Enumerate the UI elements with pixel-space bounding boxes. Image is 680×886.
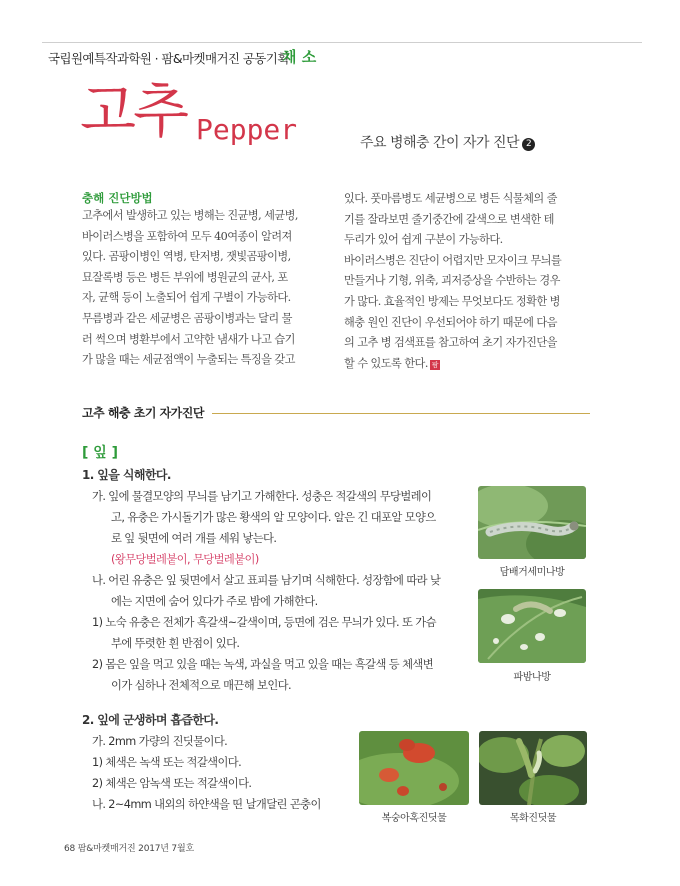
intro-line: 러 썩으며 병환부에서 고약한 냄새가 나고 습기 [82, 332, 295, 346]
series-number-badge: 2 [522, 138, 535, 151]
photo-caption: 파밤나방 [513, 672, 551, 683]
title-english: Pepper [196, 113, 298, 146]
photo-beet-armyworm [478, 589, 586, 663]
end-mark: 팜 [431, 360, 438, 369]
header-rule [42, 42, 642, 43]
item1-sub1-line: 부에 뚜렷한 흰 반점이 있다. [111, 637, 240, 650]
photo-caption: 담배거세미나방 [499, 567, 565, 578]
photo-green-peach-aphid [359, 731, 469, 805]
intro-line: 무름병과 같은 세균병은 곰팡이병과는 달리 물 [82, 311, 292, 325]
diagnosis-rule [212, 413, 590, 414]
series-title [360, 132, 535, 152]
intro-line: 바이러스병을 포함하여 모두 40여종이 알려져 [82, 229, 292, 243]
intro-line: 기를 잘라보면 줄기중간에 갈색으로 변색한 테 [344, 212, 554, 226]
page-number: 68 [64, 844, 76, 854]
item2-title: 2. 잎에 군생하며 흡즙한다. [82, 713, 219, 727]
item1-na-line: 나. 어린 유충은 잎 뒷면에서 살고 표피를 남기며 식해한다. 성장함에 따라 낮 [92, 574, 441, 587]
intro-line: 있다. 풋마름병도 세균병으로 병든 식물체의 줄 [344, 192, 557, 205]
item2-line: 가. 2mm 가량의 진딧물이다. [92, 735, 228, 748]
title-korean: 고추 [80, 77, 187, 145]
item2-line: 1) 체색은 녹색 또는 적갈색이다. [92, 756, 242, 769]
intro-line: 의 고추 병 검색표를 참고하여 초기 자가진단을 [344, 336, 557, 350]
item1-na-line: 에는 지면에 숨어 있다가 주로 밤에 가해한다. [111, 595, 318, 608]
item1-sub2-line: 이가 심하나 전체적으로 매끈해 보인다. [111, 679, 291, 692]
photo-cotton-aphid [479, 731, 587, 805]
item1-ga-line: 로 잎 뒷면에 여러 개를 세워 낳는다. [111, 532, 277, 545]
header-subtitle: 국립원예특작과학원 · 팜&마켓매거진 공동기획 [48, 51, 289, 66]
footer [64, 841, 194, 854]
intro-column-2 [344, 189, 589, 374]
intro-line: 있다. 곰팡이병인 역병, 탄저병, 잿빛곰팡이병, [82, 250, 291, 264]
series-title-text: 주요 병해충 간이 자가 진단 [360, 135, 520, 151]
header-category: 채 소 [282, 48, 317, 66]
leaf-section-heading: [ 잎 ] [82, 445, 119, 461]
intro-line: 만들거나 기형, 위축, 괴저증상을 수반하는 경우 [344, 274, 560, 288]
intro-line: 자, 균핵 등이 노출되어 쉽게 구별이 가능하다. [82, 291, 291, 305]
item1-sub1-line: 1) 노숙 유충은 전체가 흑갈색~갈색이며, 등면에 검은 무늬가 있다. 또 가슴 [92, 616, 436, 629]
intro-line: 가 많을 때는 세균점액이 누출되는 특징을 갖고 [82, 353, 295, 367]
intro-last-line [344, 354, 589, 375]
caterpillar-illustration [478, 486, 586, 559]
item1-title: 1. 잎을 식해한다. [82, 468, 171, 482]
item2-line: 나. 2~4mm 내외의 하얀색을 띤 날개달린 곤충이 [92, 798, 321, 811]
intro-line: 고추에서 발생하고 있는 병해는 진균병, 세균병, [82, 209, 298, 222]
intro-line: 해충 원인 진단이 우선되어야 하기 때문에 다음 [344, 315, 557, 329]
intro-line: 가 많다. 효율적인 방제는 무엇보다도 정확한 병 [344, 294, 560, 308]
pepper-plant-illustration [479, 731, 587, 805]
intro-line: 바이러스병은 진단이 어렵지만 모자이크 무늬를 [344, 253, 562, 267]
intro-heading: 충해 진단방법 [82, 191, 153, 205]
intro-line: 두리가 있어 쉽게 구분이 가능하다. [344, 233, 503, 247]
item1-ga-note: (왕무당벌레붙이, 무당벌레붙이) [111, 553, 259, 566]
photo-caption: 복숭아혹진딧물 [381, 813, 447, 824]
item2-line: 2) 체색은 암녹색 또는 적갈색이다. [92, 777, 252, 790]
intro-line: 할 수 있도록 한다. [344, 356, 428, 370]
photo-caption: 목화진딧물 [509, 813, 557, 824]
aphid-illustration [359, 731, 469, 805]
item1-ga-line: 가. 잎에 물결모양의 무늬를 남기고 가해한다. 성충은 적갈색의 무당벌레이 [92, 490, 432, 503]
diagnosis-title: 고추 해충 초기 자가진단 [82, 406, 204, 420]
photo-tobacco-cutworm [478, 486, 586, 559]
intro-line: 묘잘록병 등은 병든 부위에 병원균의 균사, 포 [82, 270, 288, 284]
item1-ga-line: 고, 유충은 가시돌기가 많은 황색의 알 모양이다. 알은 긴 대포알 모양으 [111, 511, 436, 524]
damaged-leaf-illustration [478, 589, 586, 663]
publication-name: 팜&마켓매거진 2017년 7월호 [77, 844, 194, 854]
intro-column-1 [82, 206, 324, 371]
item1-sub2-line: 2) 몸은 잎을 먹고 있을 때는 녹색, 과실을 먹고 있을 때는 흑갈색 등 체색변 [92, 658, 434, 671]
